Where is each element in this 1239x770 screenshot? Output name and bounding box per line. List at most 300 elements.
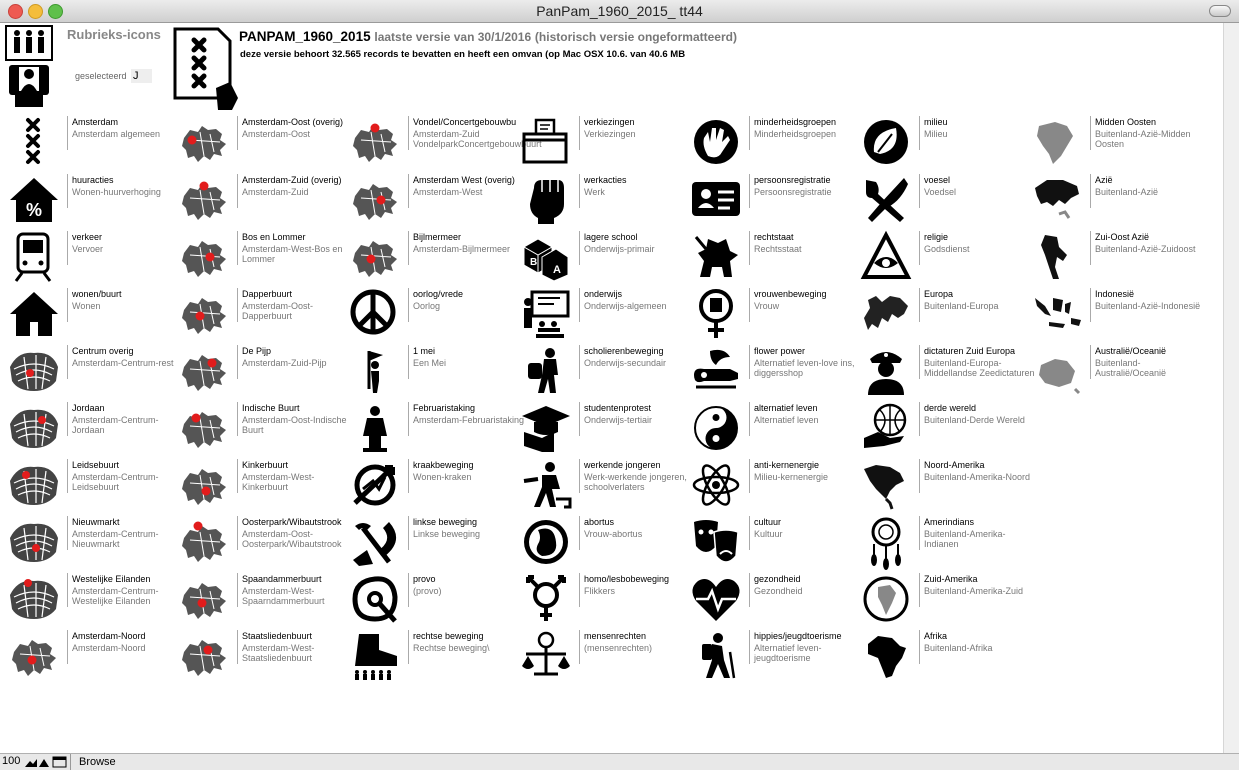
rubriek-item[interactable] [690, 116, 860, 171]
divider [749, 174, 750, 208]
middle-east-map-icon [1031, 116, 1083, 168]
divider [408, 630, 409, 664]
amsterdam-map-icon [178, 573, 230, 625]
view-toggle-icons[interactable] [24, 756, 68, 768]
rubriek-item[interactable] [1031, 116, 1201, 171]
rubriek-sublabel: Buitenland-Azië-Midden Oosten [1095, 129, 1191, 149]
rubriek-sublabel: Buitenland-Australië/Oceanië [1095, 358, 1167, 378]
divider [67, 231, 68, 265]
divider [579, 288, 580, 322]
fist-icon [520, 174, 572, 226]
rubriek-item[interactable] [8, 630, 178, 685]
rubriek-sublabel: Onderwijs-secundair [584, 358, 667, 368]
rubriek-sublabel: Een Mei [413, 358, 447, 368]
divider [237, 231, 238, 265]
records-info: deze versie behoort 32.565 records te bevatten en heeft een omvan (op Mac OSX 10.6. van 40.6 MB [240, 49, 686, 60]
rubriek-label: homo/lesbobeweging [584, 574, 670, 584]
house-icon [8, 288, 60, 340]
rubriek-label: Europa [924, 289, 954, 299]
divider [237, 116, 238, 150]
rubriek-sublabel: Vrouw-abortus [584, 529, 643, 539]
rubriek-label: De Pijp [242, 346, 272, 356]
divider [67, 630, 68, 664]
rubriek-item[interactable] [349, 231, 519, 286]
fetus-icon [520, 516, 572, 568]
rubriek-item[interactable] [690, 630, 860, 685]
rubriek-sublabel: Buitenland-Azië [1095, 187, 1159, 197]
fork-knife-icon [860, 174, 912, 226]
rubriek-label: onderwijs [584, 289, 623, 299]
rubriek-sublabel: Buitenland-Azië-Indonesië [1095, 301, 1201, 311]
rubriek-label: wonen/buurt [72, 289, 122, 299]
divider [67, 459, 68, 493]
rubriek-sublabel: Buitenland-Azië-Zuidoost [1095, 244, 1196, 254]
svg-text:%: % [25, 200, 43, 220]
rubriek-sublabel: Amsterdam-Centrum-rest [72, 358, 174, 368]
hiker-icon [690, 630, 742, 682]
rubriek-sublabel: Werk [584, 187, 605, 197]
divider [237, 288, 238, 322]
rubrieks-icons-title: Rubrieks-icons [67, 27, 161, 42]
divider [749, 345, 750, 379]
divider [579, 630, 580, 664]
rubriek-sublabel: Amsterdam algemeen [72, 129, 161, 139]
rubriek-sublabel: Onderwijs-algemeen [584, 301, 667, 311]
people-board-icon [5, 25, 55, 109]
divider [749, 516, 750, 550]
divider [579, 402, 580, 436]
database-name: PANPAM_1960_2015 [239, 29, 371, 44]
amsterdam-map-icon [178, 116, 230, 168]
rubriek-label: rechtse beweging [413, 631, 484, 641]
rubriek-item[interactable] [690, 459, 860, 514]
rubriek-item[interactable] [349, 516, 519, 571]
rubriek-label: flower power [754, 346, 806, 356]
rubriek-sublabel: Amsterdam-Centrum-Westelijke Eilanden [72, 586, 159, 606]
svg-text:B: B [530, 257, 538, 268]
divider [579, 231, 580, 265]
divider [749, 630, 750, 664]
rubriek-sublabel: Amsterdam-West-Kinkerbuurt [242, 472, 315, 492]
rubriek-sublabel: Milieu-kernenergie [754, 472, 829, 482]
rubriek-item[interactable] [178, 288, 348, 343]
divider [1090, 174, 1091, 208]
rubriek-label: Amsterdam [72, 117, 119, 127]
divider [919, 345, 920, 379]
rubriek-item[interactable] [178, 516, 348, 571]
rubriek-item[interactable] [349, 288, 519, 343]
divider [237, 630, 238, 664]
rubriek-item[interactable] [178, 630, 348, 685]
divider [1090, 345, 1091, 379]
svg-text:A: A [553, 264, 561, 276]
rubriek-label: derde wereld [924, 403, 977, 413]
rubriek-sublabel: Amsterdam-Oost-Oosterpark/Wibautstrook [242, 529, 342, 549]
classroom-icon [520, 288, 572, 340]
rubriek-item[interactable] [1031, 345, 1201, 400]
rubriek-item[interactable] [8, 402, 178, 457]
rubriek-sublabel: Amsterdam-Centrum-Nieuwmarkt [72, 529, 159, 549]
rubriek-item[interactable] [349, 345, 519, 400]
rubriek-label: provo [413, 574, 436, 584]
rubriek-sublabel: Rechtsstaat [754, 244, 802, 254]
amsterdam-map-icon [178, 402, 230, 454]
rubriek-label: scholierenbeweging [584, 346, 664, 356]
rubriek-sublabel: Amsterdam-West-Staatsliedenbuurt [242, 643, 315, 663]
divider [408, 345, 409, 379]
rubriek-item[interactable] [349, 459, 519, 514]
rubriek-item[interactable] [349, 573, 519, 628]
rubriek-sublabel: Amsterdam-West [413, 187, 483, 197]
peace-icon [349, 288, 401, 340]
rubriek-item[interactable] [690, 516, 860, 571]
ballot-document-icon [172, 26, 240, 112]
geselecteerd-label: geselecteerd [75, 71, 127, 81]
rubriek-label: huuracties [72, 175, 114, 185]
graduation-megaphone-icon [520, 402, 572, 454]
rubriek-sublabel: Amsterdam-Februaristaking [413, 415, 525, 425]
eye-pyramid-icon [860, 231, 912, 283]
rubriek-label: Australië/Oceanië [1095, 346, 1167, 356]
officer-icon [860, 345, 912, 397]
divider [237, 516, 238, 550]
rubriek-sublabel: Amsterdam-Oost-Dapperbuurt [242, 301, 314, 321]
rubriek-item[interactable] [1031, 288, 1201, 343]
rubriek-item[interactable] [178, 573, 348, 628]
rubriek-label: Amsterdam-Oost (overig) [242, 117, 344, 127]
divider [749, 402, 750, 436]
layout-content [0, 23, 1224, 753]
rubriek-label: alternatief leven [754, 403, 818, 413]
amsterdam-map-icon [178, 288, 230, 340]
rubriek-sublabel: Buitenland-Amerika-Noord [924, 472, 1031, 482]
rubriek-item[interactable] [1031, 174, 1201, 229]
rubriek-item[interactable] [8, 345, 178, 400]
rubriek-label: Afrika [924, 631, 948, 641]
divider [67, 116, 68, 150]
rubriek-sublabel: Amsterdam-Centrum-Leidsebuurt [72, 472, 159, 492]
statue-icon [349, 402, 401, 454]
rubriek-item[interactable] [178, 231, 348, 286]
rubriek-item[interactable] [690, 231, 860, 286]
rubriek-sublabel: Onderwijs-tertiair [584, 415, 653, 425]
women-fist-icon [690, 288, 742, 340]
divider [237, 174, 238, 208]
rubriek-label: voesel [924, 175, 951, 185]
divider [749, 573, 750, 607]
divider [579, 516, 580, 550]
divider [67, 174, 68, 208]
rubriek-sublabel: Amsterdam-West-Bos en Lommer [242, 244, 343, 264]
rubriek-sublabel: Buitenland-Europa-Middellandse Zeedictaturen [924, 358, 1035, 378]
status-bar [0, 753, 1239, 770]
browse-mode-menu[interactable]: Browse [70, 754, 159, 770]
rubriek-sublabel: Rechtse beweging\ [413, 643, 490, 653]
rubriek-sublabel: Verkiezingen [584, 129, 636, 139]
rubriek-label: Amsterdam West (overig) [413, 175, 515, 185]
squat-icon [349, 459, 401, 511]
rubriek-item[interactable] [178, 116, 348, 171]
rubriek-label: Zui-Oost Azië [1095, 232, 1150, 242]
rubriek-label: dictaturen Zuid Europa [924, 346, 1016, 356]
rubriek-label: Westelijke Eilanden [72, 574, 151, 584]
rubriek-sublabel: Flikkers [584, 586, 615, 596]
rubriek-sublabel: Vervoer [72, 244, 104, 254]
rubriek-item[interactable] [520, 345, 690, 400]
divider [749, 459, 750, 493]
xxx-icon [8, 116, 60, 168]
student-icon [520, 345, 572, 397]
rubriek-item[interactable] [349, 630, 519, 685]
rubriek-item[interactable] [690, 345, 860, 400]
divider [919, 288, 920, 322]
rubriek-item[interactable] [178, 459, 348, 514]
amsterdam-map-icon [349, 174, 401, 226]
divider [67, 345, 68, 379]
toolbar-toggle-button[interactable] [1209, 5, 1231, 17]
rubriek-sublabel: Gezondheid [754, 586, 803, 596]
divider [408, 459, 409, 493]
dreamcatcher-icon [860, 516, 912, 568]
rubriek-item[interactable] [860, 345, 1035, 400]
globe-hand-icon [860, 402, 912, 454]
rubriek-label: studentenprotest [584, 403, 652, 413]
rubriek-sublabel: Buitenland-Derde Wereld [924, 415, 1025, 425]
divider [749, 231, 750, 265]
rubriek-item[interactable] [860, 288, 1030, 343]
rubriek-sublabel: (mensenrechten) [584, 643, 653, 653]
rubriek-sublabel: Amsterdam-Noord [72, 643, 146, 653]
rubriek-item[interactable] [860, 630, 1030, 685]
rubriek-item[interactable] [690, 573, 860, 628]
worker-icon [520, 459, 572, 511]
rubriek-item[interactable] [690, 402, 860, 457]
rubriek-item[interactable] [349, 174, 519, 229]
rubriek-item[interactable] [8, 288, 178, 343]
version-note: (historisch versie ongeformatteerd) [534, 30, 737, 44]
rubriek-item[interactable] [349, 116, 542, 171]
divider [237, 345, 238, 379]
rubriek-label: Dapperbuurt [242, 289, 293, 299]
rubriek-label: Amerindians [924, 517, 975, 527]
divider [1090, 116, 1091, 150]
amsterdam-map-icon [178, 516, 230, 568]
rubriek-sublabel: Buitenland-Europa [924, 301, 999, 311]
rubriek-label: Vondel/Concertgebouwbu [413, 117, 517, 127]
rubriek-item[interactable] [520, 288, 690, 343]
divider [67, 402, 68, 436]
abc-blocks-icon [520, 231, 572, 283]
rubriek-item[interactable] [860, 116, 1030, 171]
rubriek-item[interactable] [8, 459, 178, 514]
zoom-level[interactable]: 100 [2, 755, 21, 767]
database-title [239, 29, 737, 44]
rubriek-label: Spaandammerbuurt [242, 574, 322, 584]
rubriek-sublabel: Milieu [924, 129, 948, 139]
rubriek-label: verkeer [72, 232, 103, 242]
rubriek-item[interactable] [860, 231, 1030, 286]
rubriek-label: linkse beweging [413, 517, 478, 527]
rubriek-sublabel: Buitenland-Amerika-Indianen [924, 529, 1006, 549]
amsterdam-map-icon [349, 116, 401, 168]
amsterdam-map-icon [178, 345, 230, 397]
rubriek-item[interactable] [8, 516, 178, 571]
rubriek-sublabel: Amsterdam-West-Spaarndammerbuurt [242, 586, 325, 606]
divider [749, 116, 750, 150]
amsterdam-map-icon [178, 174, 230, 226]
rubriek-label: persoonsregistratie [754, 175, 831, 185]
rubriek-sublabel: Amsterdam-Zuid [242, 187, 309, 197]
rubriek-item[interactable] [860, 174, 1030, 229]
rubriek-sublabel: Amsterdam-Bijlmermeer [413, 244, 511, 254]
rubriek-item[interactable] [520, 516, 690, 571]
rubriek-label: milieu [924, 117, 948, 127]
centrum-map-icon [8, 516, 60, 568]
rubriek-item[interactable] [8, 116, 178, 171]
geselecteerd-field[interactable]: J [131, 69, 152, 83]
yin-yang-icon [690, 402, 742, 454]
south-america-globe-icon [860, 573, 912, 625]
rubriek-label: Indonesië [1095, 289, 1135, 299]
rubriek-label: religie [924, 232, 949, 242]
rubriek-label: mensenrechten [584, 631, 647, 641]
leaf-globe-icon [860, 116, 912, 168]
rubriek-sublabel: Kultuur [754, 529, 783, 539]
rubriek-sublabel: Amsterdam-Centrum-Jordaan [72, 415, 159, 435]
rubriek-sublabel: Godsdienst [924, 244, 970, 254]
oceania-map-icon [1031, 345, 1083, 397]
divider [67, 516, 68, 550]
divider [408, 516, 409, 550]
divider [919, 402, 920, 436]
rubriek-label: Jordaan [72, 403, 105, 413]
rubriek-item[interactable] [520, 174, 690, 229]
divider [237, 402, 238, 436]
rubriek-label: verkiezingen [584, 117, 635, 127]
rubriek-item[interactable] [860, 573, 1030, 628]
divider [237, 459, 238, 493]
rubriek-sublabel: Persoonsregistratie [754, 187, 832, 197]
divider [408, 288, 409, 322]
rubriek-item[interactable] [520, 231, 690, 286]
centrum-map-icon [8, 345, 60, 397]
centrum-map-icon [8, 402, 60, 454]
rubriek-item[interactable] [690, 174, 860, 229]
rubriek-item[interactable] [8, 231, 178, 286]
europe-map-icon [860, 288, 912, 340]
hammer-sickle-icon [349, 516, 401, 568]
rubriek-sublabel: Werk-werkende jongeren, schoolverlaters [584, 472, 687, 492]
vertical-scrollbar[interactable] [1223, 23, 1239, 753]
provo-apple-icon [349, 573, 401, 625]
centrum-map-icon [8, 573, 60, 625]
divider [919, 573, 920, 607]
rubriek-label: anti-kernenergie [754, 460, 820, 470]
rubriek-label: 1 mei [413, 346, 436, 356]
rubriek-item[interactable] [860, 516, 1030, 571]
divider [919, 459, 920, 493]
train-icon [8, 231, 60, 283]
divider [919, 174, 920, 208]
rubriek-label: abortus [584, 517, 615, 527]
rubriek-item[interactable] [178, 345, 348, 400]
window-title: PanPam_1960_2015_ tt44 [536, 3, 703, 19]
rubriek-label: cultuur [754, 517, 782, 527]
justice-scale-icon [520, 630, 572, 682]
rubriek-item[interactable] [860, 459, 1030, 514]
rubriek-item[interactable] [178, 402, 348, 457]
rubriek-item[interactable] [8, 174, 178, 229]
rubriek-label: Noord-Amerika [924, 460, 985, 470]
boot-icon [349, 630, 401, 682]
divider [408, 402, 409, 436]
divider [749, 288, 750, 322]
divider [408, 116, 409, 150]
rubriek-sublabel: Alternatief leven-love ins, diggersshop [754, 358, 855, 378]
id-card-icon [690, 174, 742, 226]
rubriek-item[interactable] [8, 573, 178, 628]
lion-icon [690, 231, 742, 283]
rubriek-item[interactable] [1031, 231, 1201, 286]
rubriek-item[interactable] [860, 402, 1030, 457]
rubriek-sublabel: (provo) [413, 586, 442, 596]
amsterdam-map-icon [178, 459, 230, 511]
divider [1090, 288, 1091, 322]
rubriek-sublabel: Linkse beweging [413, 529, 481, 539]
guitar-dove-icon [690, 345, 742, 397]
rubriek-item[interactable] [520, 459, 690, 514]
theater-masks-icon [690, 516, 742, 568]
rubriek-label: Oosterpark/Wibautstrook [242, 517, 342, 527]
gender-icon [520, 573, 572, 625]
divider [579, 459, 580, 493]
divider [919, 630, 920, 664]
amsterdam-map-icon [8, 630, 60, 682]
rubriek-item[interactable] [520, 630, 690, 685]
amsterdam-map-icon [178, 231, 230, 283]
rubriek-label: Bos en Lommer [242, 232, 306, 242]
rubriek-label: kraakbeweging [413, 460, 474, 470]
rubriek-sublabel: Amsterdam-Oost [242, 129, 311, 139]
version-text: laatste versie van 30/1/2016 [374, 30, 532, 44]
rubriek-label: gezondheid [754, 574, 801, 584]
rubriek-sublabel: Alternatief leven-jeugdtoerisme [754, 643, 822, 663]
rubriek-sublabel: Onderwijs-primair [584, 244, 655, 254]
rubriek-item[interactable] [690, 288, 860, 343]
rubriek-label: werkende jongeren [584, 460, 661, 470]
rubriek-label: Leidsebuurt [72, 460, 120, 470]
rubriek-label: Nieuwmarkt [72, 517, 120, 527]
flag-person-icon [349, 345, 401, 397]
rubriek-item[interactable] [349, 402, 525, 457]
rubriek-label: Azië [1095, 175, 1113, 185]
rubriek-sublabel: Amsterdam-Oost-Indische Buurt [242, 415, 347, 435]
rubriek-label: vrouwenbeweging [754, 289, 827, 299]
rubriek-sublabel: Wonen [72, 301, 101, 311]
divider [67, 288, 68, 322]
rubriek-item[interactable] [520, 573, 690, 628]
rubriek-item[interactable] [178, 174, 348, 229]
asia-map-icon [1031, 174, 1083, 226]
southeast-asia-map-icon [1031, 231, 1083, 283]
rubriek-sublabel: Minderheidsgroepen [754, 129, 837, 139]
divider [919, 231, 920, 265]
rubriek-label: Amsterdam-Noord [72, 631, 146, 641]
rubriek-item[interactable] [520, 402, 690, 457]
window-titlebar[interactable] [0, 0, 1239, 23]
rubriek-item[interactable] [520, 116, 690, 171]
rubriek-label: Midden Oosten [1095, 117, 1157, 127]
